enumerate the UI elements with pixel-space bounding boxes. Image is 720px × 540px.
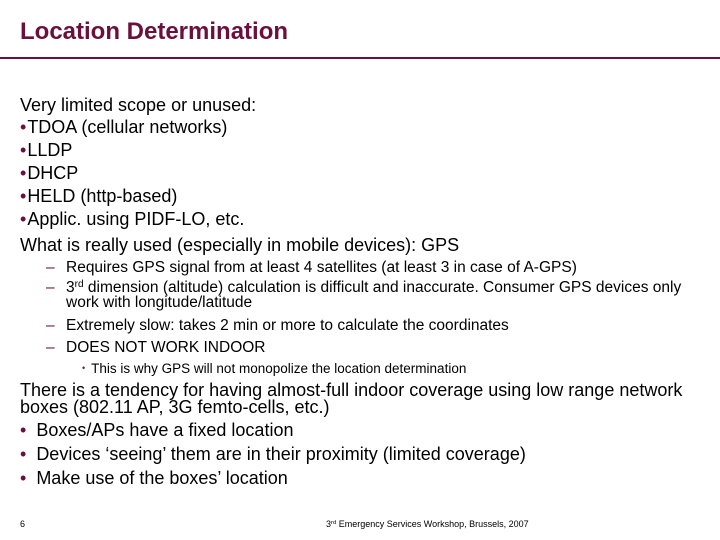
- bullet-icon: •: [20, 117, 27, 137]
- list-item: [20, 208, 244, 230]
- gps-intro-text: What is really used (especially in mobile devices): GPS: [20, 235, 460, 255]
- footer-event: [326, 519, 529, 529]
- dash-icon: –: [46, 317, 55, 334]
- gps-item-label: 3: [66, 279, 75, 296]
- superscript: rd: [74, 278, 84, 290]
- gps-item-label: DOES NOT WORK INDOOR: [66, 339, 266, 356]
- list-item: [20, 139, 72, 161]
- bullet-icon: •: [20, 209, 27, 229]
- list-item-label: Boxes/APs have a fixed location: [36, 420, 294, 440]
- bullet-icon: •: [82, 363, 86, 373]
- gps-note-label: This is why GPS will not monopolize the location determination: [91, 361, 467, 376]
- list-item: [20, 185, 177, 207]
- list-item-label: LLDP: [27, 140, 73, 160]
- bullet-icon: •: [20, 140, 27, 160]
- tendency-paragraph: There is a tendency for having almost-full indoor coverage using low range network boxes (802.11 AP, 3G femto-cells, etc.): [20, 380, 683, 417]
- gps-note: [82, 360, 466, 377]
- intro-text: Very limited scope or unused:: [20, 95, 257, 115]
- bullet-icon: •: [20, 163, 27, 183]
- list-item-label: Applic. using PIDF-LO, etc.: [27, 209, 245, 229]
- list-item: [20, 467, 288, 489]
- list-item: [20, 116, 227, 138]
- list-item: [20, 162, 78, 184]
- gps-item: [46, 339, 706, 356]
- dash-icon: –: [46, 279, 55, 296]
- list-item-label: DHCP: [27, 163, 79, 183]
- gps-item-label: Requires GPS signal from at least 4 satellites (at least 3 in case of A-GPS): [66, 259, 577, 276]
- bullet-icon: •: [20, 186, 27, 206]
- bullet-icon: •: [20, 444, 27, 464]
- gps-item-label: dimension (altitude) calculation is difficult and inaccurate. Consumer GPS devices only work with longitude/latitude: [66, 279, 682, 311]
- superscript: rd: [331, 520, 337, 527]
- footer-event-label: Emergency Services Workshop, Brussels, 2007: [336, 519, 529, 529]
- slide-title: Location Determination: [20, 18, 289, 45]
- dash-icon: –: [46, 259, 55, 276]
- gps-item: [46, 278, 706, 311]
- bullet-icon: •: [20, 420, 27, 440]
- list-item-label: Make use of the boxes’ location: [36, 468, 288, 488]
- list-item-label: HELD (http-based): [27, 186, 178, 206]
- list-item: [20, 419, 293, 441]
- footer-event-label: 3: [326, 519, 332, 529]
- page-number: 6: [20, 519, 26, 529]
- title-divider: [0, 57, 720, 59]
- list-item: [20, 443, 526, 465]
- gps-item-label: Extremely slow: takes 2 min or more to calculate the coordinates: [66, 317, 509, 334]
- list-item-label: TDOA (cellular networks): [27, 117, 228, 137]
- list-item-label: Devices ‘seeing’ them are in their proximity (limited coverage): [36, 444, 526, 464]
- gps-item: [46, 317, 706, 334]
- bullet-icon: •: [20, 468, 27, 488]
- gps-item: [46, 259, 706, 276]
- dash-icon: –: [46, 339, 55, 356]
